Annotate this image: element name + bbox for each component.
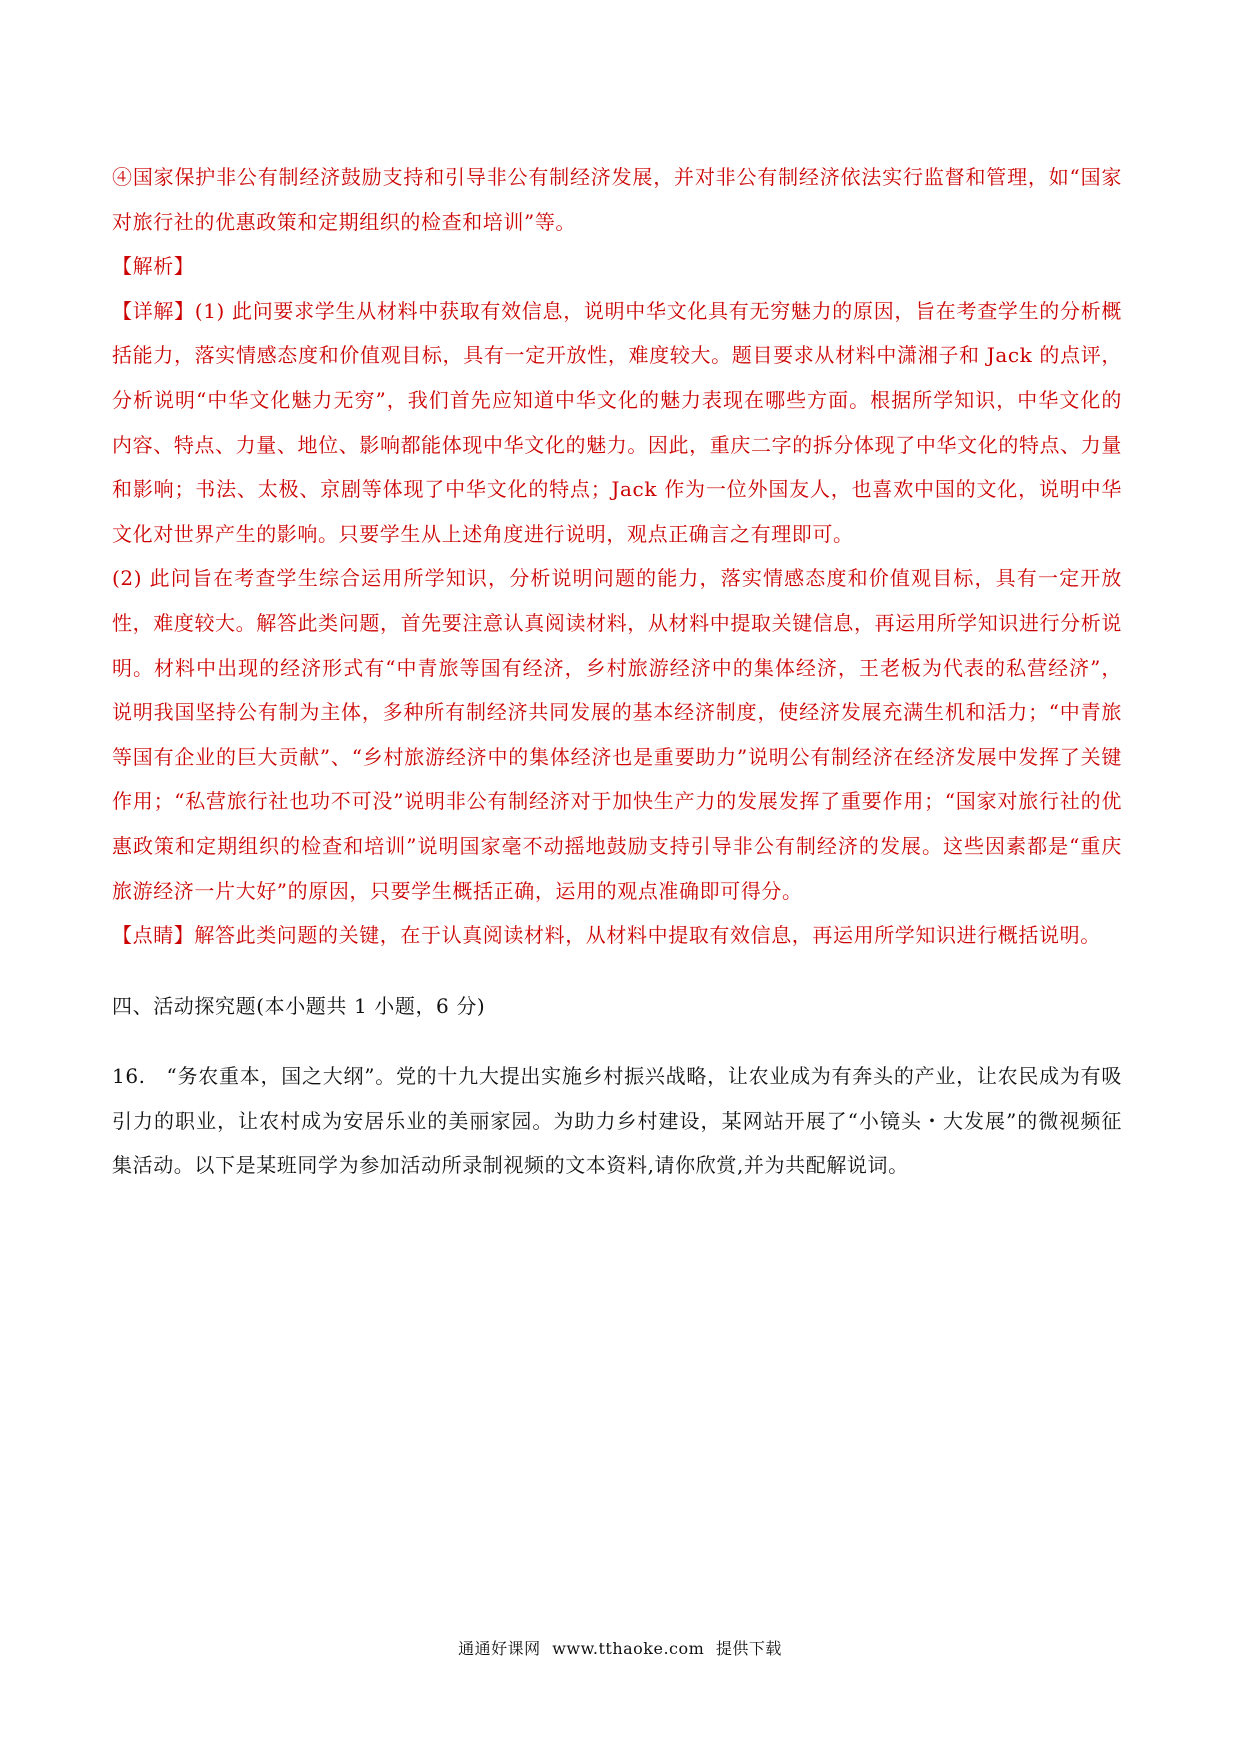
answer-item-4: ④国家保护非公有制经济鼓励支持和引导非公有制经济发展，并对非公有制经济依法实行监督和管理，如“国家对旅行社的优惠政策和定期组织的检查和培训”等。: [112, 165, 1122, 234]
section-heading: 四、活动探究题(本小题共 1 小题，6 分): [112, 993, 486, 1018]
page-content: [112, 155, 1122, 1188]
detail-part-2: (2) 此问旨在考查学生综合运用所学知识，分析说明问题的能力，落实情感态度和价值观目标，具有一定开放性，难度较大。解答此类问题，首先要注意认真阅读材料，从材料中提取关键信息，再运用所学知识进行分析说明。材料中出现的经济形式有“中青旅等国有经济，乡村旅游经济中的集体经济，王老板为代表的私营经济”，说明我国坚持公有制为主体，多种所有制经济共同发展的基本经济制度，使经济发展充满生机和活力；“中青旅等国有企业的巨大贡献”、“乡村旅游经济中的集体经济也是重要助力”说明公有制经济在经济发展中发挥了关键作用；“私营旅行社也功不可没”说明非公有制经济对于加快生产力的发展发挥了重要作用；“国家对旅行社的优惠政策和定期组织的检查和培训”说明国家毫不动摇地鼓励支持引导非公有制经济的发展。这些因素都是“重庆旅游经济一片大好”的原因，只要学生概括正确，运用的观点准确即可得分。: [112, 566, 1122, 903]
tip-paragraph: 【点睛】解答此类问题的关键，在于认真阅读材料，从材料中提取有效信息，再运用所学知识进行概括说明。: [112, 923, 1101, 948]
section-spacer: [112, 958, 1122, 984]
question-spacer: [112, 1028, 1122, 1054]
footer-site-name: 通通好课网: [458, 1639, 541, 1658]
page-footer: [0, 1636, 1240, 1659]
detail-part-1: 【详解】(1) 此问要求学生从材料中获取有效信息，说明中华文化具有无穷魅力的原因，旨在考查学生的分析概括能力，落实情感态度和价值观目标，具有一定开放性，难度较大。题目要求从材料中潇湘子和 Jack 的点评，分析说明“中华文化魅力无穷”，我们首先应知道中华文化的魅力表现在哪些方面。根据所学知识，中华文化的内容、特点、力量、地位、影响都能体现中华文化的魅力。因此，重庆二字的拆分体现了中华文化的特点、力量和影响；书法、太极、京剧等体现了中华文化的特点；Jack 作为一位外国友人，也喜欢中国的文化，说明中华文化对世界产生的影响。只要学生从上述角度进行说明，观点正确言之有理即可。: [112, 298, 1122, 546]
analysis-heading: 【解析】: [112, 254, 195, 279]
footer-url[interactable]: www.tthaoke.com: [552, 1639, 705, 1658]
question-16: 16. “务农重本，国之大纲”。党的十九大提出实施乡村振兴战略，让农业成为有奔头的产业，让农民成为有吸引力的职业，让农村成为安居乐业的美丽家园。为助力乡村建设，某网站开展了“小镜头・大发展”的微视频征集活动。以下是某班同学为参加活动所录制视频的文本资料,请你欣赏,并为共配解说词。: [112, 1064, 1122, 1178]
footer-note: 提供下载: [715, 1639, 782, 1658]
